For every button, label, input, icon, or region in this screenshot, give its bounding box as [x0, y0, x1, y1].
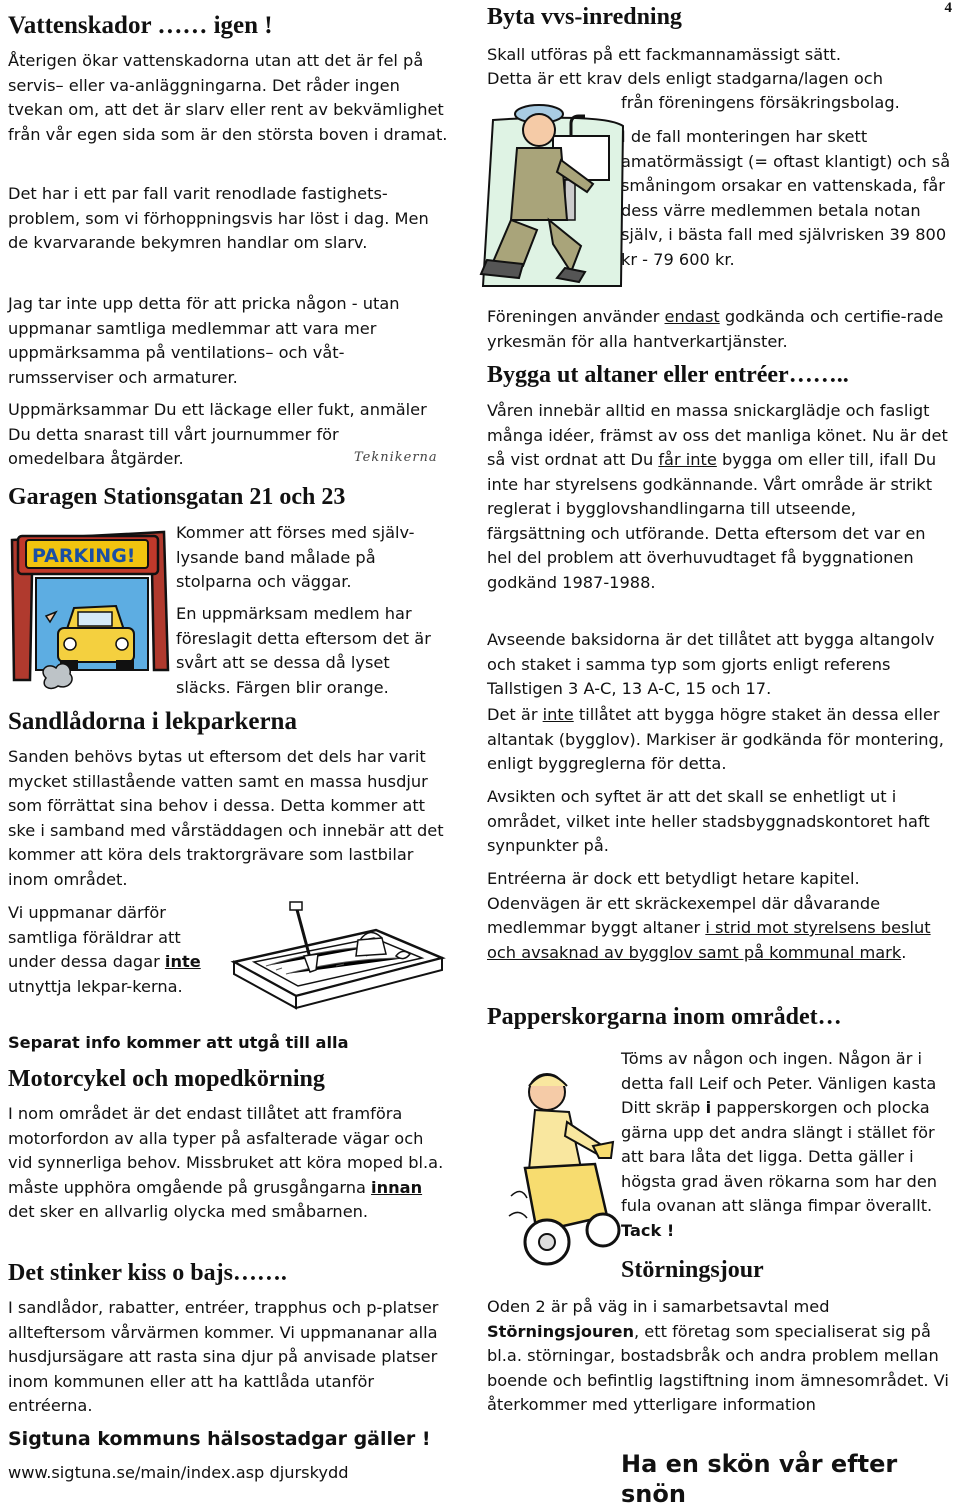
- vvs-p2a: Detta är ett krav dels enligt stadgarna/lagen och: [487, 69, 883, 88]
- sandbox-emphasis: inte: [164, 952, 201, 971]
- motorcycle-p1: I nom området är det endast tillåtet att framföra motorfordon av alla typer på asfalterade vägar och vid synnerliga behov. Missbruket att köra moped bl.a. måste upphöra omgående på grusgångarna innan det sker en allvarlig olycka med småbarnen.: [8, 1104, 444, 1221]
- sigtuna-url: www.sigtuna.se/main/index.asp djurskydd: [8, 1463, 349, 1482]
- vvs-p3: I de fall monteringen har skett amatörmässigt (= oftast klantigt) och så småningom orsakar en vattenskada, får dess värre medlemmen betala notan själv, i bästa fall med självrisken 39 800 kr - 79 600 kr.: [621, 127, 951, 269]
- sandbox-p2: Vi uppmanar därför samtliga föräldrar att under dessa dagar inte utnyttja lekpar-kerna.: [8, 903, 201, 996]
- stink-title: Det stinker kiss o bajs…….: [8, 1260, 287, 1286]
- footer-greeting: Ha en skön vår efter snön: [621, 1450, 898, 1508]
- water-damage-p2: Det har i ett par fall varit renodlade fastighets-problem, som vi förhoppningsvis har löst i dag. Men de kvarvarande bekymren handlar om slarv.: [8, 184, 429, 252]
- sandbox-icon: [226, 900, 452, 1010]
- thanks-text: Tack !: [621, 1220, 675, 1240]
- vvs-emphasis: endast: [664, 307, 720, 326]
- sandbox-title: Sandlådorna i lekparkerna: [8, 708, 297, 735]
- altan-p2: Avseende baksidorna är det tillåtet att bygga altangolv och staket i samma typ som gjorts enligt referens Tallstigen 3 A-C, 13 A-C, 15 och 17.: [487, 630, 935, 698]
- health-regulations-heading: Sigtuna kommuns hälsostadgar gäller !: [8, 1428, 431, 1450]
- vvs-p4: Föreningen använder endast godkända och certifie-rade yrkesmän för alla hantverkartjänster.: [487, 307, 944, 351]
- vvs-p1: Skall utföras på ett fackmannamässigt sätt.: [487, 45, 841, 64]
- papper-title: Papperskorgarna inom området…: [487, 1004, 842, 1030]
- vvs-title: Byta vvs-inredning: [487, 4, 682, 30]
- altan-p3: Det är inte tillåtet att bygga högre staket än dessa eller altantak (bygglov). Markiser är godkända för montering, enligt byggreglerna för detta.: [487, 705, 944, 773]
- papper-p1: Töms av någon och ingen. Någon är i detta fall Leif och Peter. Vänligen kasta Ditt skräp i papperskorgen och plocka gärna upp det andra slängt i stället för att bara låta det ligga. Detta gäller i högsta grad även rökarna som har den fula ovanan att slänga fimpar överallt. Tack !: [621, 1049, 938, 1240]
- stink-p1: I sandlådor, rabatter, entréer, trapphus och p-platser allteftersom vårvärmen kommer. Vi uppmananar alla husdjursägare att rasta sina djur på anvisade platser inom kommunen eller att ha kattlåda utanför entréerna.: [8, 1298, 439, 1415]
- plumber-icon: [453, 96, 649, 294]
- parking-sign-text: PARKING!: [32, 545, 136, 567]
- motorcycle-title: Motorcykel och mopedkörning: [8, 1066, 325, 1092]
- sandbox-p1: Sanden behövs bytas ut eftersom det dels har varit mycket stillastående vatten samt en massa husdjur som förrättat sina behov i dessa. Detta kommer att ske i samband med vårstäddagen och innebär att det kommer att köra dels traktorgrävare som lastbilar inom området.: [8, 747, 444, 889]
- storning-p1: Oden 2 är på väg in i samarbetsavtal med Störningsjouren, ett företag som specialiserat sig på bl.a. störningar, bostadsbråk och andra problem mellan boende och befintlig lagstiftning inom ämnesområdet. Vi återkommer med ytterligare information: [487, 1297, 949, 1414]
- altan-emphasis-3: i strid mot styrelsens beslut och avsaknad av bygglov samt på kommunal mark: [487, 918, 931, 962]
- storningsjouren-name: Störningsjouren: [487, 1321, 634, 1341]
- water-damage-title: Vattenskador …… igen !: [8, 12, 273, 39]
- scooter-rider-icon: [507, 1046, 625, 1282]
- altan-p5: Entréerna är dock ett betydligt hetare kapitel. Odenvägen är ett skräckexempel där dåvarande medlemmar byggt altaner i strid mot styrelsens beslut och avsaknad av bygglov samt på kommunal mark.: [487, 869, 931, 962]
- sandbox-note: Separat info kommer att utgå till alla: [8, 1033, 349, 1052]
- water-damage-p1: Återigen ökar vattenskadorna utan att det är fel på servis– eller va-anläggningarna. Det råder ingen tvekan om, att det är slarv eller rent av bekvämlighet från vår egen sida som är den största boven i dramat.: [8, 51, 448, 144]
- altan-title: Bygga ut altaner eller entréer……..: [487, 362, 849, 388]
- garage-p1: Kommer att förses med själv-lysande band målade på stolparna och väggar.: [176, 523, 415, 591]
- signature: Teknikerna: [354, 450, 438, 465]
- parking-garage-icon: [4, 520, 176, 700]
- altan-emphasis-1: får inte: [658, 450, 717, 469]
- water-damage-p3: Jag tar inte upp detta för att pricka någon - utan uppmanar samtliga medlemmar att vara mer uppmärksamma på ventilations– och våt-rumsserviser och armaturer.: [8, 294, 400, 387]
- altan-p1: Våren innebär alltid en massa snickarglädje och fasligt många idéer, främst av oss det manliga könet. Nu är det så vist ordnat att Du får inte bygga om eller till, ifall Du inte har styrelsens godkännande. Vårt område är strikt reglerat i bygglovshandlingarna till utseende, färgsättning och utförande. Detta eftersom det var en hel del problem att överhuvudtaget få byggnationen godkänd 1987-1988.: [487, 401, 948, 592]
- storning-title: Störningsjour: [621, 1257, 764, 1283]
- motorcycle-emphasis: innan: [371, 1177, 423, 1197]
- altan-emphasis-2: inte: [542, 705, 574, 724]
- vvs-p2b: från föreningens försäkringsbolag.: [621, 93, 900, 112]
- altan-p4: Avsikten och syftet är att det skall se enhetligt ut i området, vilket inte heller stadsbyggnadskontoret haft synpunkter på.: [487, 787, 930, 855]
- page-number: 4: [944, 0, 952, 16]
- water-damage-p4: Uppmärksammar Du ett läckage eller fukt, anmäler Du detta snarast till vårt journummer för omedelbara åtgärder.: [8, 400, 427, 468]
- garage-title: Garagen Stationsgatan 21 och 23: [8, 484, 346, 510]
- garage-p2: En uppmärksam medlem har föreslagit detta eftersom det är svårt att se dessa då lyset släcks. Färgen blir orange.: [176, 604, 431, 697]
